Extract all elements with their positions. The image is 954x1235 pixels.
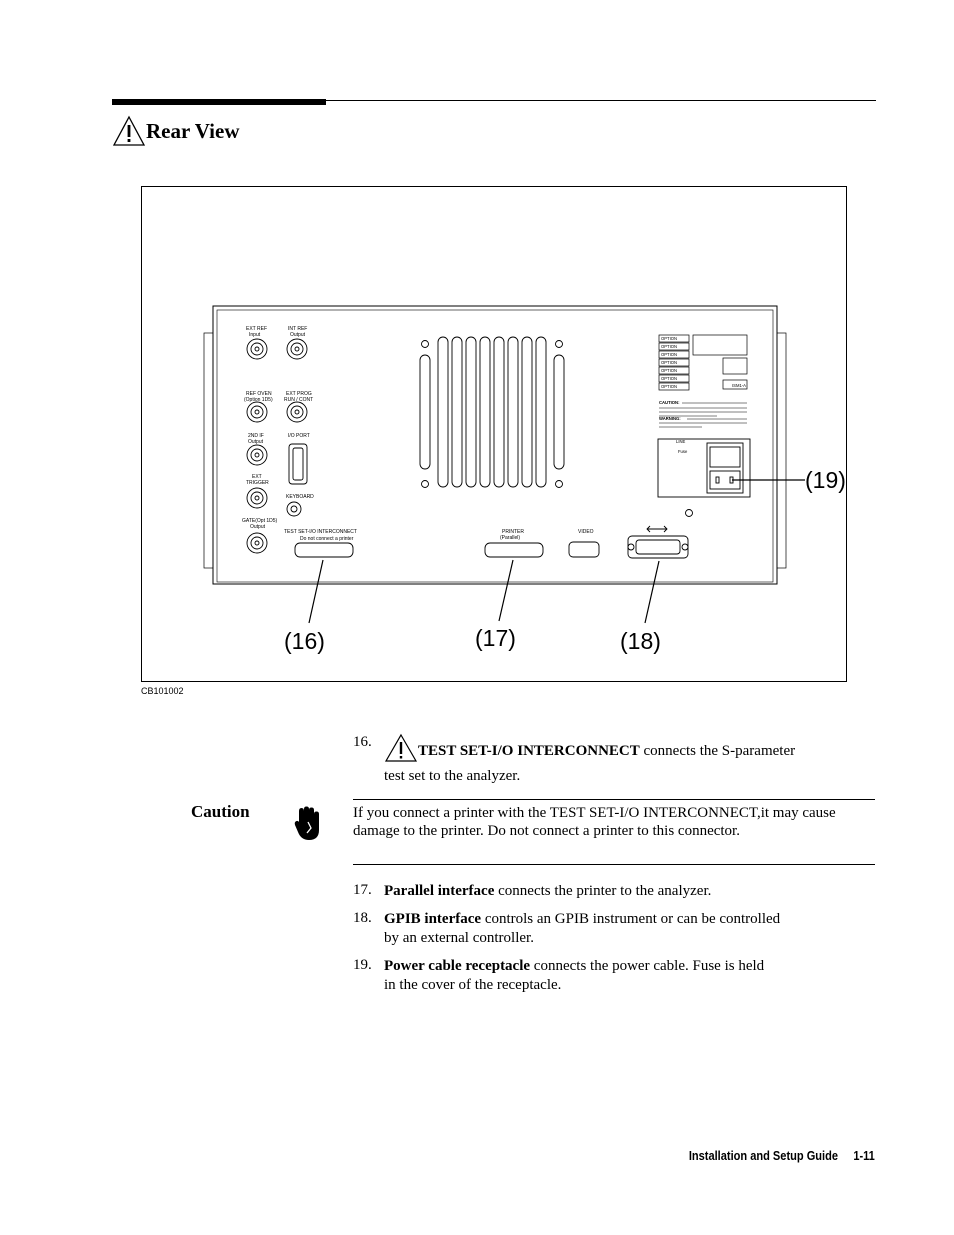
test-set-warning: Do not connect a printer	[300, 536, 354, 542]
caution-panel-label: CAUTION:	[659, 400, 680, 405]
ref-oven-sub: (Option 1D5)	[244, 397, 273, 403]
line-label: LINE	[676, 439, 686, 444]
caution-label: Caution	[191, 802, 250, 821]
section-heading	[112, 115, 240, 147]
ext-ref-label: EXT REF	[246, 326, 268, 332]
option-label-6: OPTION	[661, 376, 678, 381]
rear-view-figure	[141, 186, 847, 682]
item-text: connects the printer to the analyzer.	[494, 883, 712, 899]
callout-16: (16)	[284, 628, 325, 654]
warning-icon	[112, 115, 146, 147]
ism-label: ISM1-A	[732, 383, 746, 388]
item-number: 19.	[353, 957, 372, 973]
option-label-1: OPTION	[661, 336, 678, 341]
callout-18: (18)	[620, 628, 661, 654]
item-number: 17.	[353, 882, 372, 898]
footer-guide-title: Installation and Setup Guide	[688, 1148, 839, 1163]
figure-code: CB101002	[141, 686, 184, 696]
hand-stop-icon	[294, 806, 322, 842]
list-item	[384, 910, 780, 929]
caution-top-rule	[353, 799, 875, 800]
list-item	[384, 882, 711, 901]
option-label-4: OPTION	[661, 360, 678, 365]
caution-bottom-rule	[353, 864, 875, 865]
rear-panel-diagram	[142, 187, 848, 683]
item-text-line2: test set to the analyzer.	[384, 768, 521, 784]
item-term: Parallel interface	[384, 883, 495, 899]
option-label-3: OPTION	[661, 352, 678, 357]
printer-label: PRINTER	[502, 529, 524, 535]
item-number: 16.	[353, 734, 372, 750]
fuse-label: Fuse	[678, 449, 688, 454]
keyboard-label: KEYBOARD	[286, 494, 314, 500]
page-number: 1-11	[853, 1148, 875, 1163]
item-text-line2: in the cover of the receptacle.	[384, 977, 562, 993]
ext-trigger-label: EXT	[252, 474, 262, 480]
ext-prog-sub: RUN / CONT	[284, 397, 314, 403]
page-footer	[689, 1148, 875, 1163]
int-ref-sub: Output	[290, 332, 306, 338]
item-number: 18.	[353, 910, 372, 926]
item-text: connects the S-parameter	[639, 743, 796, 759]
ext-prog-label: EXT PROG	[286, 391, 312, 397]
list-item	[384, 957, 764, 976]
ext-ref-sub: Input	[249, 332, 261, 338]
gate-label: GATE(Opt 1D5)	[242, 518, 278, 524]
gate-sub: Output	[250, 524, 266, 530]
io-port-label: I/O PORT	[288, 433, 310, 439]
item-text: controls an GPIB instrument or can be controlled	[481, 911, 781, 927]
warning-icon	[384, 733, 418, 763]
item-term: GPIB interface	[384, 911, 482, 927]
caution-text: If you connect a printer with the TEST SET-I/O INTERCONNECT,it may cause damage to the printer. Do not connect a printer to this connector.	[353, 805, 836, 839]
second-if-sub: Output	[248, 439, 264, 445]
item-term: Power cable receptacle	[384, 958, 531, 974]
section-title: Rear View	[146, 118, 240, 143]
ref-oven-label: REF OVEN	[246, 391, 272, 397]
callout-19: (19)	[805, 467, 846, 493]
heading-rule	[112, 100, 876, 101]
option-label-7: OPTION	[661, 384, 678, 389]
item-text: connects the power cable. Fuse is held	[530, 958, 765, 974]
item-text-line2: by an external controller.	[384, 930, 534, 946]
int-ref-label: INT REF	[288, 326, 308, 332]
second-if-label: 2ND IF	[248, 433, 264, 439]
video-label: VIDEO	[578, 529, 594, 535]
ext-trigger-sub: TRIGGER	[246, 480, 269, 486]
callout-17: (17)	[475, 625, 516, 651]
item-term: TEST SET-I/O INTERCONNECT	[418, 743, 640, 759]
test-set-label: TEST SET-I/O INTERCONNECT	[284, 529, 357, 535]
option-label-5: OPTION	[661, 368, 678, 373]
warning-panel-label: WARNING:	[659, 416, 681, 421]
printer-sub: (Parallel)	[500, 535, 521, 541]
list-item	[384, 733, 795, 763]
option-label-2: OPTION	[661, 344, 678, 349]
